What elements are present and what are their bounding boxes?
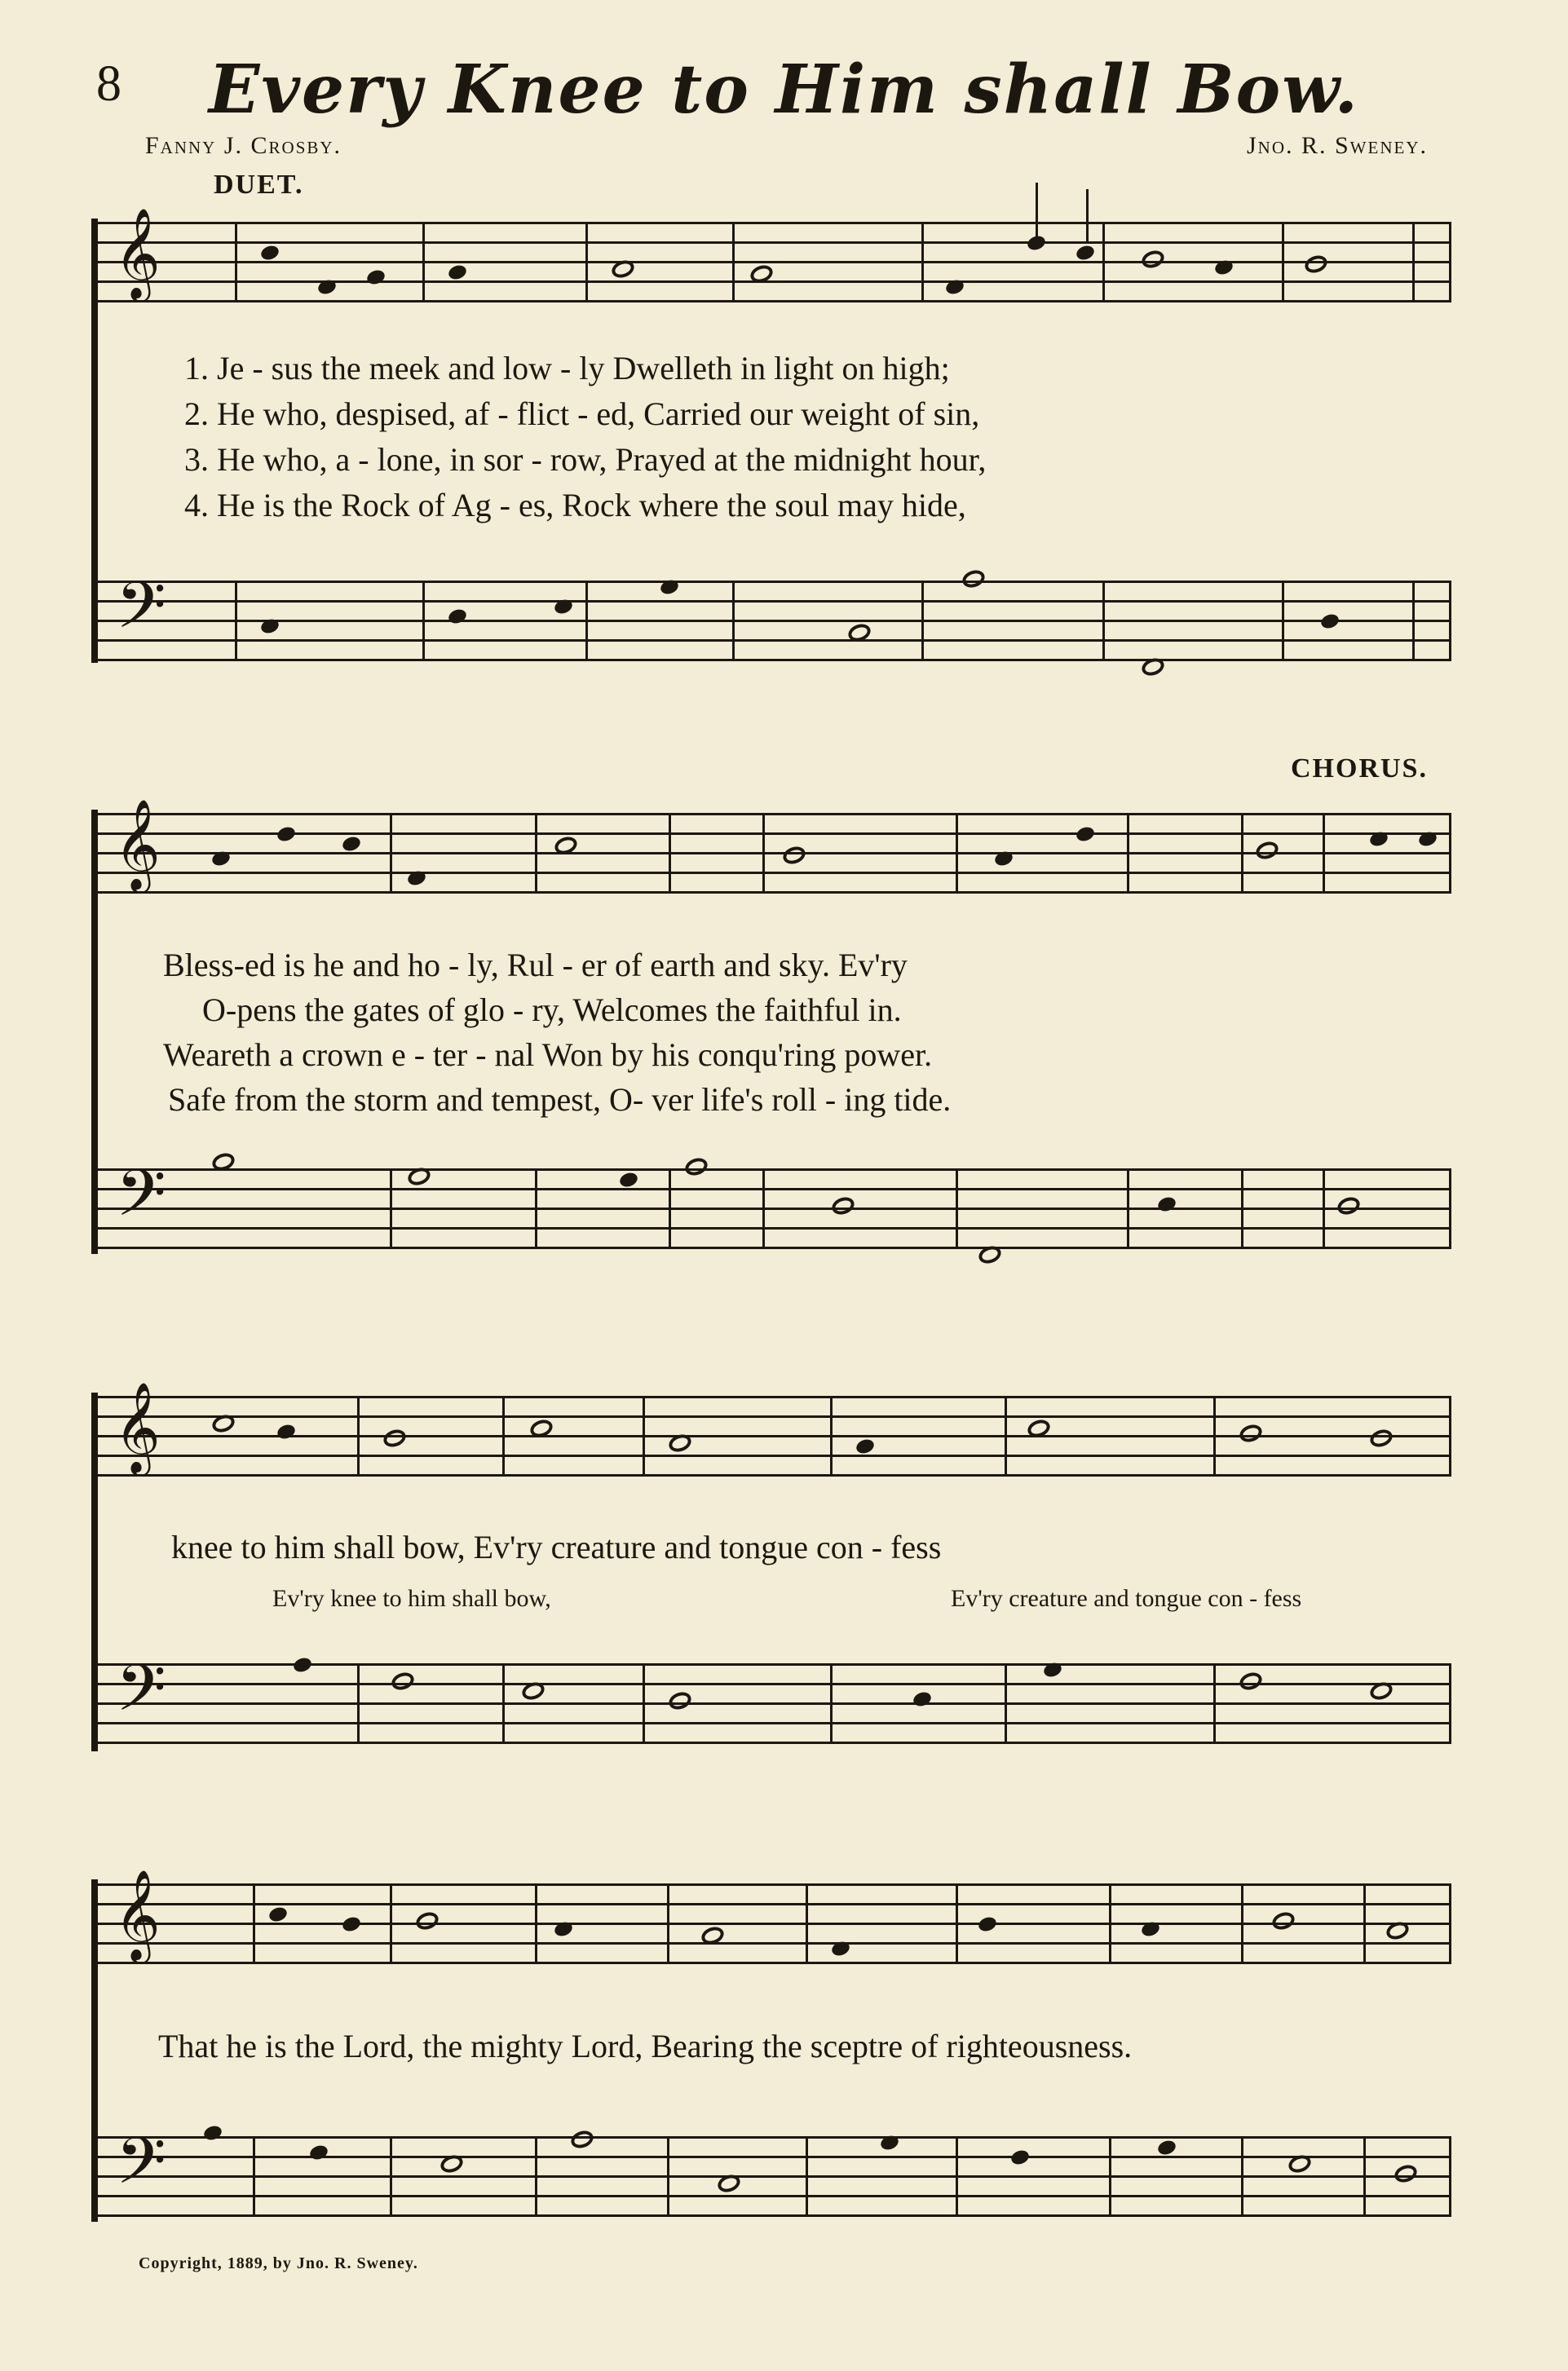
bass-clef-icon: 𝄢 xyxy=(116,2123,166,2214)
treble-staff xyxy=(98,1869,1451,1962)
chorus-line: knee to him shall bow, Ev'ry creature and tongue con - fess xyxy=(171,1529,942,1565)
system-brace xyxy=(91,219,98,663)
treble-clef-icon: 𝄞 xyxy=(114,1381,161,1472)
bass-staff xyxy=(98,1650,1451,1742)
page-number: 8 xyxy=(96,56,121,112)
chorus-marking: CHORUS. xyxy=(1291,753,1428,784)
bass-lyric: Ev'ry knee to him shall bow, xyxy=(272,1585,551,1612)
treble-clef-icon: 𝄞 xyxy=(114,207,161,298)
bass-clef-icon: 𝄢 xyxy=(116,567,166,659)
composer-credit: Jno. R. Sweney. xyxy=(1246,132,1428,159)
verse-line: Weareth a crown e - ter - nal Won by his conqu'ring power. xyxy=(163,1036,933,1073)
treble-staff xyxy=(98,207,1451,300)
bass-staff xyxy=(98,2123,1451,2214)
treble-clef-icon: 𝄞 xyxy=(114,1869,161,1960)
chorus-line: That he is the Lord, the mighty Lord, Bearing the sceptre of righteousness. xyxy=(158,2028,1133,2064)
duet-marking: DUET. xyxy=(214,170,304,200)
author-credit: Fanny J. Crosby. xyxy=(145,132,342,159)
treble-clef-icon: 𝄞 xyxy=(114,798,161,890)
verse-line: 2. He who, despised, af - flict - ed, Carried our weight of sin, xyxy=(184,395,980,432)
verse-line: 4. He is the Rock of Ag - es, Rock where the soul may hide, xyxy=(184,487,966,523)
page-title: Every Knee to Him shall Bow. xyxy=(208,51,1360,129)
system-brace xyxy=(91,1393,98,1751)
verse-line: 1. Je - sus the meek and low - ly Dwelleth in light on high; xyxy=(184,350,950,386)
bass-lyric: Ev'ry creature and tongue con - fess xyxy=(951,1585,1302,1612)
system-brace xyxy=(91,810,98,1254)
copyright-notice: Copyright, 1889, by Jno. R. Sweney. xyxy=(139,2254,418,2272)
system-brace xyxy=(91,1879,98,2222)
verse-line: O-pens the gates of glo - ry, Welcomes the faithful in. xyxy=(202,991,902,1028)
treble-staff xyxy=(98,1381,1451,1474)
bass-clef-icon: 𝄢 xyxy=(116,1650,166,1742)
bass-clef-icon: 𝄢 xyxy=(116,1155,166,1247)
verse-line: Bless-ed is he and ho - ly, Rul - er of earth and sky. Ev'ry xyxy=(163,947,908,983)
verse-line: 3. He who, a - lone, in sor - row, Prayed at the midnight hour, xyxy=(184,441,987,478)
bass-staff xyxy=(98,567,1451,659)
treble-staff xyxy=(98,798,1451,891)
verse-line: Safe from the storm and tempest, O- ver life's roll - ing tide. xyxy=(168,1081,952,1118)
bass-staff xyxy=(98,1155,1451,1247)
